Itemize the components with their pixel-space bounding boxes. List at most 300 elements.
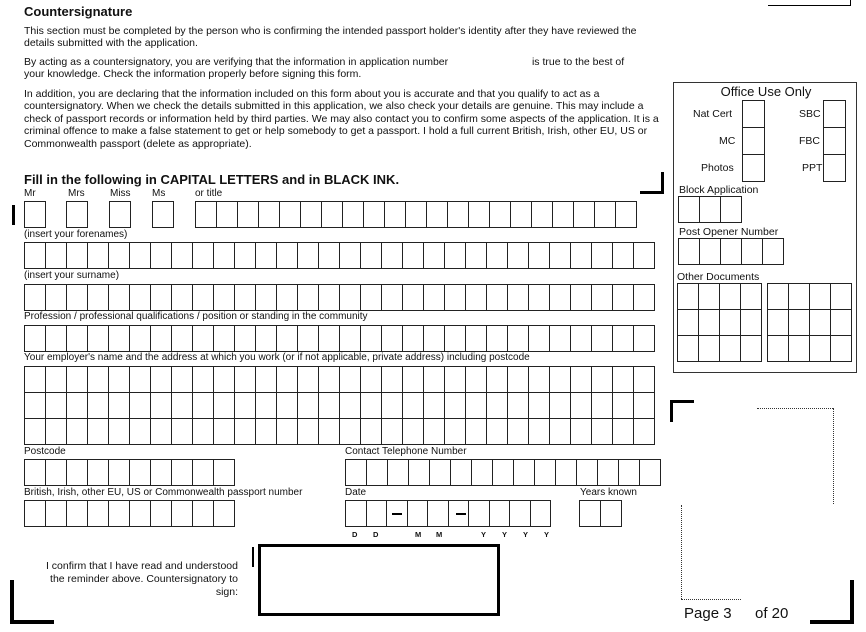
fbc-label: FBC [799,135,820,147]
character-box[interactable] [87,284,109,311]
character-box[interactable] [339,366,361,393]
character-box[interactable] [171,459,193,486]
other-documents-label: Other Documents [677,271,760,283]
character-box[interactable] [486,366,508,393]
character-box[interactable] [150,366,172,393]
character-box[interactable] [633,418,655,445]
character-box[interactable] [24,242,46,269]
character-box[interactable] [423,366,445,393]
character-box[interactable] [402,366,424,393]
character-box[interactable] [465,392,487,419]
office-doc-boxes-right[interactable] [823,100,846,182]
character-box[interactable] [45,325,67,352]
character-box[interactable] [321,201,343,228]
character-box[interactable] [489,201,511,228]
character-box[interactable] [255,366,277,393]
character-box[interactable] [108,500,130,527]
bottom-left-corner-h [10,620,54,624]
confirm-line-1: I confirm that I have read and understood [45,560,238,572]
photos-label: Photos [701,162,734,174]
character-box[interactable] [528,325,550,352]
character-box[interactable] [528,418,550,445]
character-box[interactable] [234,242,256,269]
title-checkbox-mr[interactable] [24,201,46,228]
character-box[interactable] [366,500,388,527]
side-marker [12,205,15,225]
character-box[interactable] [258,201,280,228]
character-box[interactable] [318,242,340,269]
character-box[interactable] [570,325,592,352]
character-box[interactable] [465,325,487,352]
signature-box[interactable] [258,544,500,616]
date-letter-m1: M [415,530,422,539]
character-box[interactable] [276,418,298,445]
character-box[interactable] [612,418,634,445]
character-box[interactable] [444,242,466,269]
character-box[interactable] [216,201,238,228]
character-box[interactable] [570,242,592,269]
title-checkbox-miss[interactable] [109,201,131,228]
character-box[interactable] [339,284,361,311]
character-box[interactable] [444,392,466,419]
character-box[interactable] [192,325,214,352]
character-box[interactable] [24,325,46,352]
character-box[interactable] [318,366,340,393]
signature-marker [252,547,254,567]
character-box[interactable] [489,500,511,527]
character-box[interactable] [429,459,451,486]
character-box[interactable] [570,284,592,311]
character-box[interactable] [300,201,322,228]
character-box[interactable] [549,418,571,445]
character-box[interactable] [234,366,256,393]
title-label-mr: Mr [24,188,36,199]
verification-paragraph [24,56,664,81]
character-box[interactable] [360,392,382,419]
character-box[interactable] [360,242,382,269]
date-separator-2 [456,513,466,515]
character-box[interactable] [129,242,151,269]
character-box[interactable] [171,418,193,445]
character-box[interactable] [402,284,424,311]
character-box[interactable] [528,242,550,269]
character-box[interactable] [486,284,508,311]
character-box[interactable] [423,242,445,269]
date-letter-d2: D [373,530,379,539]
character-box[interactable] [192,500,214,527]
character-box[interactable] [549,325,571,352]
character-box[interactable] [633,392,655,419]
right-corner-v [670,400,673,422]
postcode-grid [24,459,234,486]
character-box[interactable] [150,284,172,311]
character-box[interactable] [423,325,445,352]
character-box[interactable] [360,325,382,352]
character-box[interactable] [318,325,340,352]
employer-grid-row-3 [24,418,654,445]
title-checkbox-mrs[interactable] [66,201,88,228]
character-box[interactable] [129,284,151,311]
character-box[interactable] [486,325,508,352]
character-box[interactable] [509,500,531,527]
character-box[interactable] [237,201,259,228]
character-box[interactable] [192,418,214,445]
character-box[interactable] [528,284,550,311]
character-box[interactable] [612,366,634,393]
character-box[interactable] [444,325,466,352]
forenames-label: (insert your forenames) [24,229,128,240]
character-box[interactable] [24,392,46,419]
character-box[interactable] [591,325,613,352]
title-checkbox-ms[interactable] [152,201,174,228]
character-box[interactable] [255,284,277,311]
surname-grid-1 [24,284,654,311]
character-box[interactable] [234,325,256,352]
character-box[interactable] [129,392,151,419]
character-box[interactable] [510,201,532,228]
character-box[interactable] [360,418,382,445]
character-box[interactable] [234,284,256,311]
character-box[interactable] [468,201,490,228]
character-box[interactable] [345,459,367,486]
character-box[interactable] [129,418,151,445]
character-box[interactable] [297,242,319,269]
character-box[interactable] [171,325,193,352]
character-box[interactable] [108,325,130,352]
confirm-line-3: sign: [215,586,238,598]
character-box[interactable] [318,284,340,311]
character-box[interactable] [468,500,490,527]
employer-grid-row-1 [24,366,654,393]
character-box[interactable] [45,459,67,486]
character-box[interactable] [549,392,571,419]
character-box[interactable] [339,325,361,352]
character-box[interactable] [87,242,109,269]
phone-grid [345,459,660,486]
character-box[interactable] [381,242,403,269]
character-box[interactable] [255,418,277,445]
character-box[interactable] [45,418,67,445]
character-box[interactable] [213,459,235,486]
character-box[interactable] [444,284,466,311]
character-box[interactable] [465,366,487,393]
date-letter-d1: D [352,530,358,539]
character-box[interactable] [423,284,445,311]
character-box[interactable] [318,418,340,445]
character-box[interactable] [276,242,298,269]
character-box[interactable] [507,418,529,445]
character-box[interactable] [192,392,214,419]
character-box[interactable] [171,392,193,419]
character-box[interactable] [612,325,634,352]
character-box[interactable] [465,418,487,445]
years-known-grid [579,500,621,527]
character-box[interactable] [579,500,601,527]
character-box[interactable] [471,459,493,486]
character-box[interactable] [507,325,529,352]
character-box[interactable] [45,500,67,527]
verification-text-c: your knowledge. Check the information properly before signing this form. [24,68,362,81]
character-box[interactable] [66,284,88,311]
character-box[interactable] [192,459,214,486]
date-letter-y4: Y [544,530,550,539]
character-box[interactable] [600,500,622,527]
character-box[interactable] [360,284,382,311]
bottom-left-corner-v [10,580,14,624]
character-box[interactable] [444,418,466,445]
character-box[interactable] [570,392,592,419]
character-box[interactable] [444,366,466,393]
character-box[interactable] [24,500,46,527]
office-doc-boxes[interactable] [742,100,765,182]
date-letter-y2: Y [502,530,508,539]
character-box[interactable] [591,418,613,445]
character-box[interactable] [171,242,193,269]
character-box[interactable] [639,459,661,486]
character-box[interactable] [24,284,46,311]
character-box[interactable] [612,284,634,311]
character-box[interactable] [402,325,424,352]
character-box[interactable] [530,500,552,527]
character-box[interactable] [66,392,88,419]
character-box[interactable] [66,242,88,269]
character-box[interactable] [213,284,235,311]
character-box[interactable] [213,418,235,445]
character-box[interactable] [108,366,130,393]
character-box[interactable] [87,418,109,445]
character-box[interactable] [591,284,613,311]
character-box[interactable] [486,242,508,269]
character-box[interactable] [66,325,88,352]
character-box[interactable] [213,500,235,527]
character-box[interactable] [255,325,277,352]
character-box[interactable] [528,366,550,393]
character-box[interactable] [423,418,445,445]
character-box[interactable] [507,366,529,393]
character-box[interactable] [87,366,109,393]
character-box[interactable] [24,459,46,486]
character-box[interactable] [465,242,487,269]
title-label-other: or title [195,188,223,199]
character-box[interactable] [276,325,298,352]
character-box[interactable] [423,392,445,419]
character-box[interactable] [45,242,67,269]
character-box[interactable] [213,366,235,393]
character-box[interactable] [45,392,67,419]
character-box[interactable] [549,366,571,393]
character-box[interactable] [213,325,235,352]
character-box[interactable] [276,284,298,311]
character-box[interactable] [570,366,592,393]
character-box[interactable] [342,201,364,228]
character-box[interactable] [150,500,172,527]
character-box[interactable] [612,392,634,419]
character-box[interactable] [297,392,319,419]
character-box[interactable] [339,392,361,419]
character-box[interactable] [45,366,67,393]
character-box[interactable] [576,459,598,486]
character-box[interactable] [213,392,235,419]
section-title: Countersignature [24,4,133,19]
sbc-label: SBC [799,108,821,120]
verification-text-b: is true to the best of [531,56,625,68]
character-box[interactable] [633,366,655,393]
profession-grid-1 [24,325,654,352]
character-box[interactable] [24,418,46,445]
date-grid [345,500,550,527]
character-box[interactable] [129,459,151,486]
confirm-text [30,560,238,599]
employer-label: Your employer's name and the address at which you work (or if not applicable, private address) including postcode [24,352,530,363]
character-box[interactable] [66,366,88,393]
confirm-line-2: the reminder above. Countersignatory to [50,573,238,585]
character-box[interactable] [381,284,403,311]
character-box[interactable] [486,392,508,419]
character-box[interactable] [552,201,574,228]
character-box[interactable] [633,284,655,311]
character-box[interactable] [192,242,214,269]
character-box[interactable] [507,392,529,419]
character-box[interactable] [255,242,277,269]
character-box[interactable] [426,201,448,228]
character-box[interactable] [87,325,109,352]
character-box[interactable] [492,459,514,486]
character-box[interactable] [402,392,424,419]
character-box[interactable] [549,242,571,269]
forenames-grid-1 [24,242,654,269]
character-box[interactable] [66,418,88,445]
character-box[interactable] [150,242,172,269]
character-box[interactable] [486,418,508,445]
years-known-label: Years known [580,487,637,498]
character-box[interactable] [255,392,277,419]
character-box[interactable] [339,242,361,269]
surname-label: (insert your surname) [24,270,120,281]
character-box[interactable] [450,459,472,486]
character-box[interactable] [507,242,529,269]
character-box[interactable] [297,366,319,393]
character-box[interactable] [549,284,571,311]
character-box[interactable] [213,242,235,269]
character-box[interactable] [597,459,619,486]
post-opener-label: Post Opener Number [679,226,779,238]
character-box[interactable] [381,325,403,352]
character-box[interactable] [129,500,151,527]
character-box[interactable] [534,459,556,486]
character-box[interactable] [555,459,577,486]
character-box[interactable] [633,325,655,352]
office-title: Office Use Only [720,84,812,99]
character-box[interactable] [465,284,487,311]
character-box[interactable] [531,201,553,228]
character-box[interactable] [507,284,529,311]
character-box[interactable] [405,201,427,228]
character-box[interactable] [171,284,193,311]
character-box[interactable] [297,325,319,352]
passport-label: British, Irish, other EU, US or Commonwealth passport number [24,487,303,498]
character-box[interactable] [234,418,256,445]
character-box[interactable] [381,418,403,445]
character-box[interactable] [387,459,409,486]
character-box[interactable] [618,459,640,486]
character-box[interactable] [591,366,613,393]
character-box[interactable] [363,201,385,228]
character-box[interactable] [427,500,449,527]
character-box[interactable] [234,392,256,419]
character-box[interactable] [384,201,406,228]
character-box[interactable] [381,392,403,419]
character-box[interactable] [108,459,130,486]
character-box[interactable] [108,418,130,445]
character-box[interactable] [108,284,130,311]
character-box[interactable] [591,242,613,269]
character-box[interactable] [24,366,46,393]
character-box[interactable] [381,366,403,393]
title-other-grid [195,201,636,228]
character-box[interactable] [612,242,634,269]
character-box[interactable] [66,459,88,486]
top-right-rule [768,5,851,6]
character-box[interactable] [360,366,382,393]
character-box[interactable] [573,201,595,228]
character-box[interactable] [87,392,109,419]
character-box[interactable] [513,459,535,486]
character-box[interactable] [129,366,151,393]
character-box[interactable] [150,325,172,352]
character-box[interactable] [150,459,172,486]
character-box[interactable] [279,201,301,228]
character-box[interactable] [87,500,109,527]
character-box[interactable] [570,418,592,445]
character-box[interactable] [594,201,616,228]
character-box[interactable] [591,392,613,419]
character-box[interactable] [345,500,367,527]
character-box[interactable] [87,459,109,486]
character-box[interactable] [276,366,298,393]
character-box[interactable] [402,418,424,445]
character-box[interactable] [150,392,172,419]
date-letter-y3: Y [523,530,529,539]
character-box[interactable] [366,459,388,486]
character-box[interactable] [615,201,637,228]
character-box[interactable] [129,325,151,352]
character-box[interactable] [339,418,361,445]
character-box[interactable] [171,366,193,393]
character-box[interactable] [297,418,319,445]
character-box[interactable] [528,392,550,419]
page-total: of 20 [755,605,789,622]
character-box[interactable] [318,392,340,419]
character-box[interactable] [108,392,130,419]
mc-label: MC [719,135,736,147]
character-box[interactable] [447,201,469,228]
character-box[interactable] [108,242,130,269]
character-box[interactable] [402,242,424,269]
character-box[interactable] [150,418,172,445]
character-box[interactable] [45,284,67,311]
character-box[interactable] [276,392,298,419]
title-label-miss: Miss [110,188,131,199]
character-box[interactable] [408,459,430,486]
character-box[interactable] [192,366,214,393]
character-box[interactable] [66,500,88,527]
character-box[interactable] [195,201,217,228]
character-box[interactable] [297,284,319,311]
character-box[interactable] [633,242,655,269]
character-box[interactable] [171,500,193,527]
character-box[interactable] [192,284,214,311]
character-box[interactable] [407,500,429,527]
